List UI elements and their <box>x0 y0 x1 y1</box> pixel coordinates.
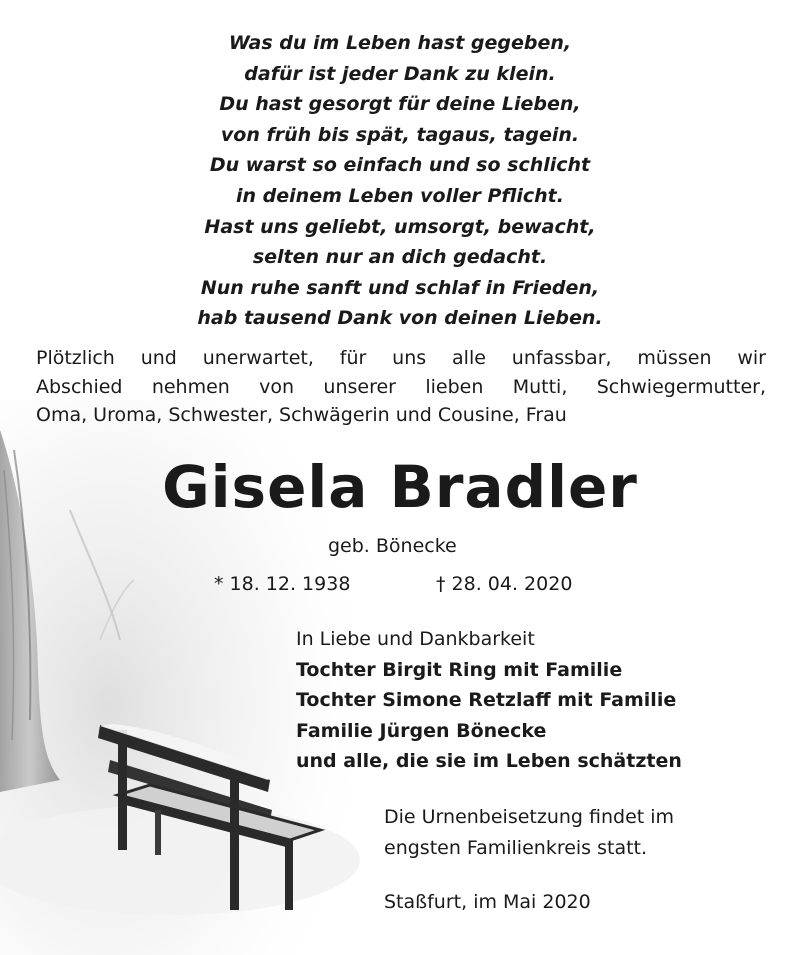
maiden-name: geb. Bönecke <box>328 535 457 557</box>
poem-line: Du hast gesorgt für deine Lieben, <box>219 93 581 116</box>
mourner-entry: und alle, die sie im Leben schätzten <box>296 750 682 772</box>
death-date: † 28. 04. 2020 <box>436 573 573 595</box>
poem-line: hab tausend Dank von deinen Lieben. <box>197 307 603 330</box>
intro-paragraph <box>36 344 766 430</box>
poem-line: Was du im Leben hast gegeben, <box>228 32 572 54</box>
poem-line: dafür ist jeder Dank zu klein. <box>244 62 556 85</box>
intro-line: Oma, Uroma, Schwester, Schwägerin und Cousine, Frau <box>36 404 567 426</box>
mourners-heading: In Liebe und Dankbarkeit <box>296 628 535 650</box>
poem-line: selten nur an dich gedacht. <box>252 246 548 269</box>
mourner-entry: Tochter Birgit Ring mit Familie <box>296 658 623 681</box>
mourner-entry: Familie Jürgen Bönecke <box>296 719 547 742</box>
birth-date: * 18. 12. 1938 <box>214 573 351 595</box>
poem-line: von früh bis spät, tagaus, tagein. <box>220 123 580 146</box>
mourner-entry: Tochter Simone Retzlaff mit Familie <box>296 689 677 711</box>
poem-line: in deinem Leben voller Pflicht. <box>236 184 564 207</box>
burial-note-line: engsten Familienkreis statt. <box>384 836 648 859</box>
burial-note <box>384 802 674 863</box>
deceased-name: Gisela Bradler <box>162 453 638 521</box>
poem-line: Du warst so einfach und so schlicht <box>209 154 591 177</box>
poem <box>0 28 800 334</box>
poem-line: Nun ruhe sanft und schlaf in Frieden, <box>200 276 600 299</box>
intro-line: Abschied nehmen von unserer lieben Mutti, Schwiegermutter, <box>36 375 766 398</box>
mourners-list <box>296 624 682 777</box>
place-date: Staßfurt, im Mai 2020 <box>384 891 591 913</box>
intro-line: Plötzlich und unerwartet, für uns alle unfassbar, müssen wir <box>36 347 766 369</box>
burial-note-line: Die Urnenbeisetzung findet im <box>384 806 675 828</box>
poem-line: Hast uns geliebt, umsorgt, bewacht, <box>204 215 596 238</box>
